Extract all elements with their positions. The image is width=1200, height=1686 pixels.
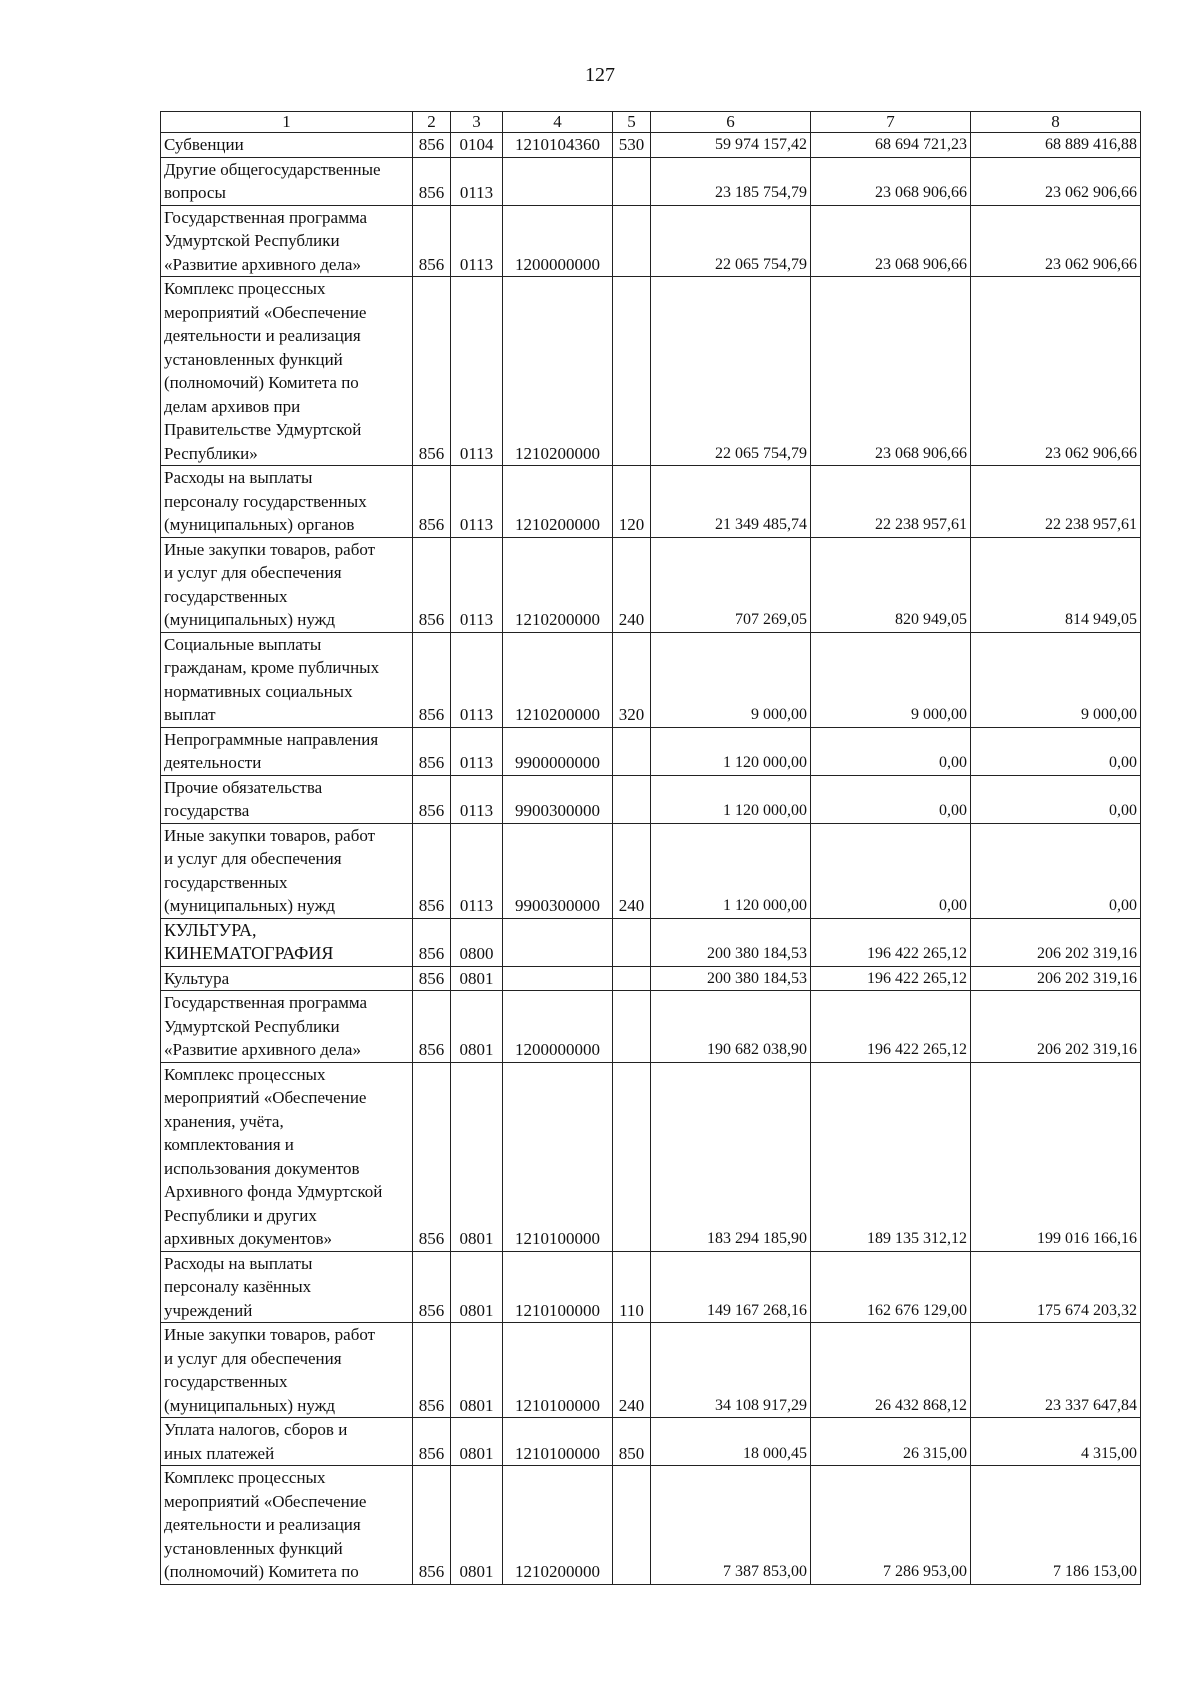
admin-code: 856 <box>413 775 451 823</box>
amount-col8: 23 062 906,66 <box>971 277 1141 466</box>
section-code: 0113 <box>451 466 503 538</box>
table-row <box>161 966 1141 991</box>
expense-type-code: 530 <box>613 133 651 158</box>
row-name: Расходы на выплаты персоналу государственных (муниципальных) органов <box>161 466 413 538</box>
target-article-code: 1210100000 <box>503 1251 613 1323</box>
target-article-code: 1200000000 <box>503 205 613 277</box>
target-article-code <box>503 157 613 205</box>
table-row <box>161 775 1141 823</box>
section-code: 0104 <box>451 133 503 158</box>
admin-code: 856 <box>413 1466 451 1585</box>
target-article-code: 1210200000 <box>503 632 613 727</box>
expense-type-code <box>613 966 651 991</box>
amount-col8: 0,00 <box>971 775 1141 823</box>
amount-col8: 814 949,05 <box>971 537 1141 632</box>
amount-col7: 9 000,00 <box>811 632 971 727</box>
table-row <box>161 823 1141 918</box>
row-name: Иные закупки товаров, работ и услуг для обеспечения государственных (муниципальных) нужд <box>161 537 413 632</box>
admin-code: 856 <box>413 823 451 918</box>
admin-code: 856 <box>413 991 451 1063</box>
amount-col7: 22 238 957,61 <box>811 466 971 538</box>
table-row <box>161 632 1141 727</box>
admin-code: 856 <box>413 966 451 991</box>
section-code: 0800 <box>451 918 503 966</box>
target-article-code <box>503 918 613 966</box>
section-code: 0113 <box>451 775 503 823</box>
admin-code: 856 <box>413 466 451 538</box>
expense-type-code <box>613 775 651 823</box>
amount-col7: 68 694 721,23 <box>811 133 971 158</box>
budget-table <box>160 111 1141 1585</box>
table-row <box>161 727 1141 775</box>
amount-col8: 22 238 957,61 <box>971 466 1141 538</box>
table-row <box>161 1251 1141 1323</box>
row-name: Уплата налогов, сборов и иных платежей <box>161 1418 413 1466</box>
amount-col7: 189 135 312,12 <box>811 1062 971 1251</box>
admin-code: 856 <box>413 918 451 966</box>
admin-code: 856 <box>413 537 451 632</box>
amount-col8: 206 202 319,16 <box>971 966 1141 991</box>
target-article-code: 1210100000 <box>503 1062 613 1251</box>
admin-code: 856 <box>413 1062 451 1251</box>
admin-code: 856 <box>413 632 451 727</box>
column-header: 3 <box>451 112 503 133</box>
table-row <box>161 1062 1141 1251</box>
row-name: Комплекс процессных мероприятий «Обеспечение деятельности и реализация установленных функций (полномочий) Комитета по <box>161 1466 413 1585</box>
admin-code: 856 <box>413 133 451 158</box>
column-header: 1 <box>161 112 413 133</box>
row-name: Другие общегосударственные вопросы <box>161 157 413 205</box>
row-name: Иные закупки товаров, работ и услуг для обеспечения государственных (муниципальных) нужд <box>161 823 413 918</box>
table-row <box>161 277 1141 466</box>
section-code: 0801 <box>451 1418 503 1466</box>
expense-type-code: 240 <box>613 1323 651 1418</box>
column-header: 6 <box>651 112 811 133</box>
amount-col6: 183 294 185,90 <box>651 1062 811 1251</box>
expense-type-code: 240 <box>613 537 651 632</box>
admin-code: 856 <box>413 1323 451 1418</box>
amount-col8: 23 062 906,66 <box>971 157 1141 205</box>
target-article-code: 1210200000 <box>503 537 613 632</box>
amount-col8: 9 000,00 <box>971 632 1141 727</box>
amount-col6: 707 269,05 <box>651 537 811 632</box>
admin-code: 856 <box>413 1251 451 1323</box>
expense-type-code <box>613 157 651 205</box>
table-row <box>161 1418 1141 1466</box>
section-code: 0801 <box>451 1466 503 1585</box>
target-article-code: 1210104360 <box>503 133 613 158</box>
row-name: Непрограммные направления деятельности <box>161 727 413 775</box>
section-code: 0113 <box>451 277 503 466</box>
amount-col7: 26 315,00 <box>811 1418 971 1466</box>
table-row <box>161 133 1141 158</box>
amount-col6: 200 380 184,53 <box>651 918 811 966</box>
table-row <box>161 1466 1141 1585</box>
table-row <box>161 466 1141 538</box>
target-article-code: 1210200000 <box>503 277 613 466</box>
column-header: 5 <box>613 112 651 133</box>
table-row <box>161 991 1141 1063</box>
section-code: 0113 <box>451 205 503 277</box>
row-name: Субвенции <box>161 133 413 158</box>
amount-col8: 206 202 319,16 <box>971 918 1141 966</box>
amount-col6: 22 065 754,79 <box>651 205 811 277</box>
amount-col8: 175 674 203,32 <box>971 1251 1141 1323</box>
amount-col8: 199 016 166,16 <box>971 1062 1141 1251</box>
amount-col6: 34 108 917,29 <box>651 1323 811 1418</box>
section-code: 0801 <box>451 966 503 991</box>
target-article-code: 9900300000 <box>503 775 613 823</box>
column-header: 2 <box>413 112 451 133</box>
target-article-code: 1210200000 <box>503 466 613 538</box>
target-article-code: 1210100000 <box>503 1323 613 1418</box>
amount-col8: 23 062 906,66 <box>971 205 1141 277</box>
section-code: 0113 <box>451 727 503 775</box>
amount-col7: 196 422 265,12 <box>811 966 971 991</box>
admin-code: 856 <box>413 1418 451 1466</box>
target-article-code: 9900300000 <box>503 823 613 918</box>
amount-col7: 23 068 906,66 <box>811 277 971 466</box>
expense-type-code <box>613 277 651 466</box>
amount-col6: 9 000,00 <box>651 632 811 727</box>
expense-type-code <box>613 1062 651 1251</box>
expense-type-code: 850 <box>613 1418 651 1466</box>
column-header: 7 <box>811 112 971 133</box>
expense-type-code: 240 <box>613 823 651 918</box>
row-name: Комплекс процессных мероприятий «Обеспечение хранения, учёта, комплектования и использования документов Архивного фонда Удмуртской Республики и других архивных документов» <box>161 1062 413 1251</box>
amount-col8: 7 186 153,00 <box>971 1466 1141 1585</box>
admin-code: 856 <box>413 727 451 775</box>
target-article-code: 1210100000 <box>503 1418 613 1466</box>
column-number-row <box>161 112 1141 133</box>
target-article-code: 9900000000 <box>503 727 613 775</box>
section-code: 0113 <box>451 823 503 918</box>
target-article-code: 1200000000 <box>503 991 613 1063</box>
amount-col7: 196 422 265,12 <box>811 991 971 1063</box>
expense-type-code: 120 <box>613 466 651 538</box>
amount-col7: 23 068 906,66 <box>811 157 971 205</box>
table-row <box>161 1323 1141 1418</box>
expense-type-code: 110 <box>613 1251 651 1323</box>
section-code: 0801 <box>451 1323 503 1418</box>
expense-type-code: 320 <box>613 632 651 727</box>
amount-col7: 0,00 <box>811 823 971 918</box>
amount-col7: 820 949,05 <box>811 537 971 632</box>
expense-type-code <box>613 991 651 1063</box>
section-code: 0801 <box>451 1251 503 1323</box>
section-code: 0113 <box>451 537 503 632</box>
admin-code: 856 <box>413 157 451 205</box>
target-article-code <box>503 966 613 991</box>
section-code: 0801 <box>451 1062 503 1251</box>
amount-col6: 1 120 000,00 <box>651 823 811 918</box>
section-code: 0801 <box>451 991 503 1063</box>
amount-col7: 7 286 953,00 <box>811 1466 971 1585</box>
amount-col6: 23 185 754,79 <box>651 157 811 205</box>
amount-col7: 26 432 868,12 <box>811 1323 971 1418</box>
column-header: 4 <box>503 112 613 133</box>
section-code: 0113 <box>451 632 503 727</box>
amount-col7: 196 422 265,12 <box>811 918 971 966</box>
table-row <box>161 918 1141 966</box>
page-number: 127 <box>585 64 615 86</box>
admin-code: 856 <box>413 277 451 466</box>
amount-col8: 68 889 416,88 <box>971 133 1141 158</box>
amount-col8: 0,00 <box>971 727 1141 775</box>
section-code: 0113 <box>451 157 503 205</box>
amount-col7: 162 676 129,00 <box>811 1251 971 1323</box>
row-name: Социальные выплаты гражданам, кроме публичных нормативных социальных выплат <box>161 632 413 727</box>
amount-col7: 0,00 <box>811 727 971 775</box>
amount-col6: 1 120 000,00 <box>651 775 811 823</box>
amount-col6: 1 120 000,00 <box>651 727 811 775</box>
row-name: Государственная программа Удмуртской Республики «Развитие архивного дела» <box>161 205 413 277</box>
amount-col6: 22 065 754,79 <box>651 277 811 466</box>
admin-code: 856 <box>413 205 451 277</box>
amount-col6: 21 349 485,74 <box>651 466 811 538</box>
expense-type-code <box>613 205 651 277</box>
amount-col6: 59 974 157,42 <box>651 133 811 158</box>
target-article-code: 1210200000 <box>503 1466 613 1585</box>
amount-col6: 149 167 268,16 <box>651 1251 811 1323</box>
amount-col6: 7 387 853,00 <box>651 1466 811 1585</box>
expense-type-code <box>613 1466 651 1585</box>
amount-col8: 206 202 319,16 <box>971 991 1141 1063</box>
row-name: Прочие обязательства государства <box>161 775 413 823</box>
row-name: Государственная программа Удмуртской Республики «Развитие архивного дела» <box>161 991 413 1063</box>
amount-col8: 23 337 647,84 <box>971 1323 1141 1418</box>
amount-col7: 0,00 <box>811 775 971 823</box>
row-name: Расходы на выплаты персоналу казённых учреждений <box>161 1251 413 1323</box>
row-name: Иные закупки товаров, работ и услуг для обеспечения государственных (муниципальных) нужд <box>161 1323 413 1418</box>
amount-col7: 23 068 906,66 <box>811 205 971 277</box>
table-row <box>161 205 1141 277</box>
amount-col8: 0,00 <box>971 823 1141 918</box>
amount-col8: 4 315,00 <box>971 1418 1141 1466</box>
amount-col6: 190 682 038,90 <box>651 991 811 1063</box>
row-name: Культура <box>161 966 413 991</box>
table-row <box>161 157 1141 205</box>
row-name: КУЛЬТУРА, КИНЕМАТОГРАФИЯ <box>161 918 413 966</box>
column-header: 8 <box>971 112 1141 133</box>
expense-type-code <box>613 727 651 775</box>
row-name: Комплекс процессных мероприятий «Обеспечение деятельности и реализация установленных функций (полномочий) Комитета по делам архивов при Правительстве Удмуртской Республики» <box>161 277 413 466</box>
table-row <box>161 537 1141 632</box>
amount-col6: 18 000,45 <box>651 1418 811 1466</box>
expense-type-code <box>613 918 651 966</box>
amount-col6: 200 380 184,53 <box>651 966 811 991</box>
